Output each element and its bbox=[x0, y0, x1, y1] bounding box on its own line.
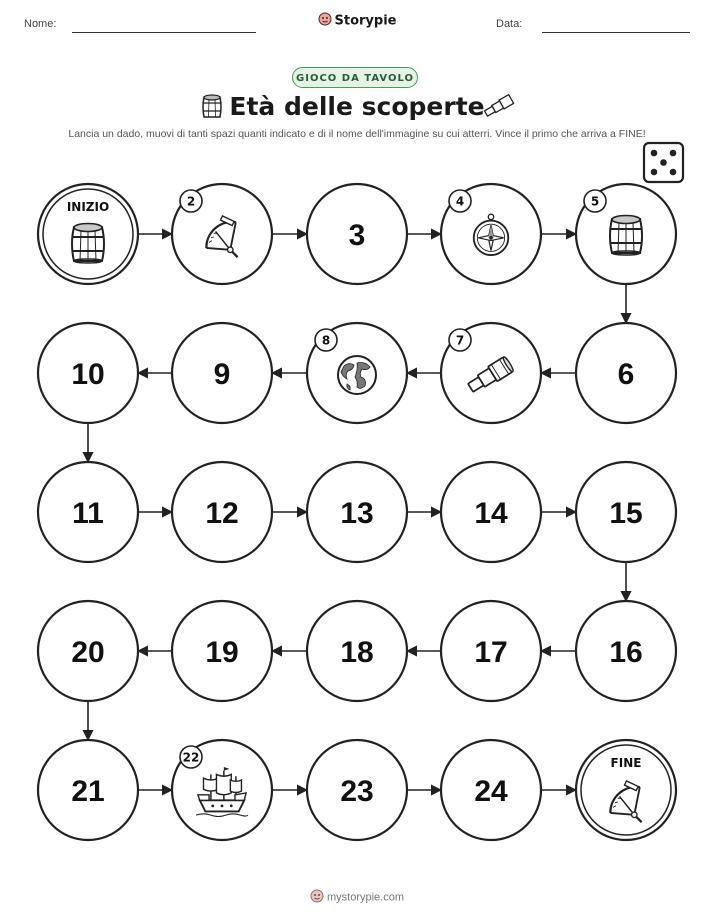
space-number: 2 bbox=[186, 194, 196, 209]
space-number: 19 bbox=[205, 636, 239, 669]
board-space bbox=[441, 601, 541, 701]
globe-icon bbox=[338, 356, 376, 394]
board-space bbox=[172, 740, 272, 840]
space-number: 18 bbox=[340, 636, 374, 669]
board-space bbox=[38, 462, 138, 562]
board-space bbox=[441, 740, 541, 840]
brand-name: Storypie bbox=[334, 13, 397, 29]
space-number: 9 bbox=[213, 358, 231, 391]
board-space bbox=[441, 184, 541, 284]
footer-url: mystorypie.com bbox=[326, 891, 405, 904]
board-space bbox=[441, 323, 541, 423]
board-space bbox=[441, 462, 541, 562]
space-number: 12 bbox=[205, 497, 239, 530]
space-number: 23 bbox=[340, 775, 374, 808]
finish-space bbox=[576, 740, 676, 840]
board-space bbox=[307, 184, 407, 284]
space-label: INIZIO bbox=[66, 200, 110, 214]
board-space bbox=[307, 740, 407, 840]
start-space bbox=[38, 184, 138, 284]
board-space bbox=[38, 323, 138, 423]
instructions: Lancia un dado, muovi di tanti spazi quanti indicato e di il nome dell'immagine su cui atterri. Vince il primo che arriva a FINE! bbox=[68, 128, 646, 140]
dice-five-icon bbox=[644, 143, 683, 182]
page-title: Età delle scoperte bbox=[229, 92, 485, 121]
space-number: 24 bbox=[474, 775, 508, 808]
space-number: 6 bbox=[617, 358, 635, 391]
barrel-icon bbox=[610, 216, 642, 256]
board-space bbox=[38, 601, 138, 701]
space-number: 10 bbox=[71, 358, 105, 391]
space-number: 8 bbox=[321, 333, 331, 348]
board-space bbox=[307, 462, 407, 562]
board-space bbox=[576, 184, 676, 284]
storypie-logo-icon bbox=[310, 889, 324, 906]
game-type-badge: GIOCO DA TAVOLO bbox=[292, 67, 418, 88]
board-space bbox=[307, 323, 407, 423]
board-space bbox=[576, 601, 676, 701]
space-number: 7 bbox=[455, 333, 465, 348]
space-label: FINE bbox=[610, 756, 642, 770]
space-number: 20 bbox=[71, 636, 105, 669]
space-number: 16 bbox=[609, 636, 643, 669]
space-number: 22 bbox=[182, 750, 200, 765]
footer bbox=[0, 889, 714, 906]
name-label: Nome: bbox=[24, 18, 57, 30]
board-space bbox=[576, 323, 676, 423]
space-number: 21 bbox=[71, 775, 105, 808]
space-number: 14 bbox=[474, 497, 508, 530]
space-number: 3 bbox=[348, 219, 366, 252]
board-space bbox=[172, 184, 272, 284]
space-number: 17 bbox=[474, 636, 508, 669]
space-number: 13 bbox=[340, 497, 374, 530]
board-space bbox=[38, 740, 138, 840]
board-space bbox=[172, 601, 272, 701]
space-number: 4 bbox=[455, 194, 465, 209]
barrel-icon bbox=[72, 224, 104, 264]
space-number: 11 bbox=[72, 497, 104, 530]
board-space bbox=[172, 323, 272, 423]
board-space bbox=[307, 601, 407, 701]
space-number: 15 bbox=[609, 497, 643, 530]
board-space bbox=[576, 462, 676, 562]
space-number: 5 bbox=[590, 194, 600, 209]
board-space bbox=[172, 462, 272, 562]
date-label: Data: bbox=[496, 18, 523, 30]
